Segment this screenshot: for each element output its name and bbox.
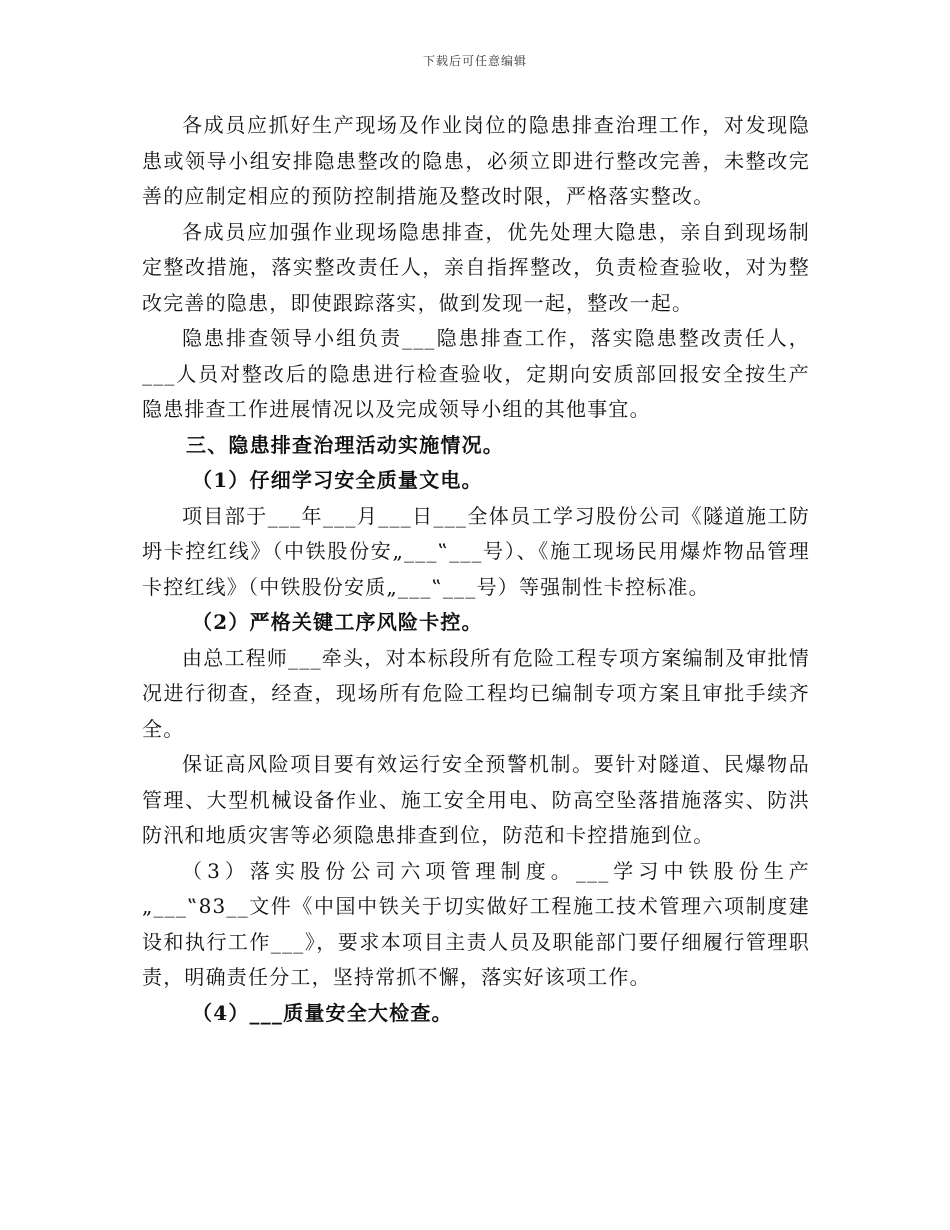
page-header: 下载后可任意编辑	[422, 54, 527, 68]
item-2-text-1: 由总工程师___牵头，对本标段所有危险工程专项方案编制及审批情况进行彻查，经查，现场所有危险工程均已编制专项方案且审批手续齐全。	[142, 645, 810, 741]
paragraph-site-inspection: 各成员应加强作业现场隐患排查，优先处理大隐患，亲自到现场制定整改措施，落实整改责任人，亲自指挥整改，负责检查验收，对为整改完善的隐患，即使跟踪落实，做到发现一起，整改一起。	[142, 219, 810, 315]
item-2-heading: （2）严格关键工序风险卡控。	[192, 610, 483, 634]
item-4-heading: （4）___质量安全大检查。	[192, 1000, 453, 1025]
paragraph-members-duty: 各成员应抓好生产现场及作业岗位的隐患排查治理工作，对发现隐患或领导小组安排隐患整改的隐患，必须立即进行整改完善，未整改完善的应制定相应的预防控制措施及整改时限，严格落实整改。	[142, 113, 810, 208]
document-body	[142, 108, 810, 1031]
item-1-text: 项目部于___年___月___日___全体员工学习股份公司《隧道施工防坍卡控红线》（中铁股份安„___‟___号）、《施工现场民用爆炸物品管理卡控红线》（中铁股份安质„___‟___号）等强制性卡控标准。	[142, 503, 810, 599]
item-2-text-2: 保证高风险项目要有效运行安全预警机制。要针对隧道、民爆物品管理、大型机械设备作业、施工安全用电、防高空坠落措施落实、防洪防汛和地质灾害等必须隐患排查到位，防范和卡控措施到位。	[142, 752, 810, 847]
paragraph-leading-group: 隐患排查领导小组负责___隐患排查工作，落实隐患整改责任人，___人员对整改后的隐患进行检查验收，定期向安质部回报安全按生产隐患排查工作进展情况以及完成领导小组的其他事宜。	[142, 326, 810, 421]
section-3-heading: 三、隐患排查治理活动实施情况。	[186, 432, 504, 457]
item-1-heading: （1）仔细学习安全质量文电。	[192, 468, 483, 492]
item-3-text: （3）落实股份公司六项管理制度。___学习中铁股份生产„___‟83__文件《中国中铁关于切实做好工程施工技术管理六项制度建设和执行工作___》，要求本项目主责人员及职能部门要仔细履行管理职责，明确责任分工，坚持常抓不懈，落实好该项工作。	[142, 858, 810, 989]
